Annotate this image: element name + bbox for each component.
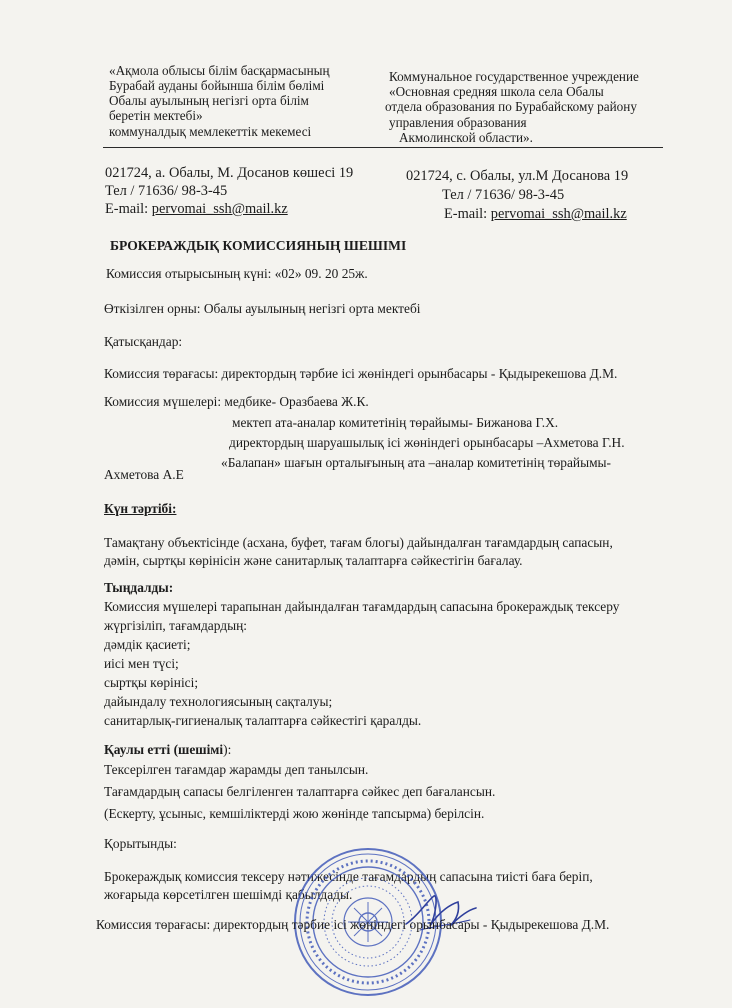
member-line: Ахметова А.Е xyxy=(104,467,184,482)
letterhead-ru-line-5: Акмолинской области». xyxy=(399,130,533,145)
letterhead-kz-line-3: Обалы ауылының негізгі орта білім xyxy=(109,93,309,108)
ru-phone: Тел / 71636/ 98-3-45 xyxy=(442,187,565,203)
agenda-heading: Күн тәртібі: xyxy=(104,501,177,516)
heard-line: санитарлық-гигиеналық талаптарға сәйкестігі қаралды. xyxy=(104,713,422,728)
header-divider xyxy=(103,147,663,148)
kz-email-row xyxy=(105,201,288,219)
document-title: БРОКЕРАЖДЫҚ КОМИССИЯНЫҢ ШЕШІМІ xyxy=(110,238,407,253)
letterhead-kz-line-5: коммуналдық мемлекеттік мекемесі xyxy=(109,124,312,139)
member-line: директордың шаруашылық ісі жөніндегі орынбасары –Ахметова Г.Н. xyxy=(229,435,625,450)
meeting-venue: Өткізілген орны: Обалы ауылының негізгі орта мектебі xyxy=(104,301,421,316)
decision-line: (Ескерту, ұсыныс, кемшіліктерді жою жөнінде тапсырма) берілсін. xyxy=(104,806,485,821)
ru-address: 021724, с. Обалы, ул.М Досанова 19 xyxy=(406,168,629,184)
kz-phone: Тел / 71636/ 98-3-45 xyxy=(105,183,228,199)
heard-line: дәмдік қасиеті; xyxy=(104,637,191,652)
kz-email-link[interactable]: pervomai_ssh@mail.kz xyxy=(151,201,288,217)
heard-line: дайындалу технологиясының сақталуы; xyxy=(104,694,333,709)
decision-heading xyxy=(104,742,231,758)
letterhead-kz-line-4: беретін мектебі» xyxy=(109,108,203,123)
letterhead-ru-line-3: отдела образования по Бурабайскому району xyxy=(385,99,637,114)
decision-line: Тексерілген тағамдар жарамды деп танылсын. xyxy=(104,762,369,777)
letterhead-ru-line-4: управления образования xyxy=(389,115,527,130)
agenda-text: Тамақтану объектісінде (асхана, буфет, тағам блогы) дайындалған тағамдардың сапасын, xyxy=(104,535,613,550)
letterhead-ru-line-2: «Основная средняя школа села Обалы xyxy=(389,84,604,99)
heard-heading: Тыңдалды: xyxy=(104,580,174,595)
heard-line: иісі мен түсі; xyxy=(104,656,179,671)
decision-heading-bold: Қаулы етті (шешімі xyxy=(104,742,224,757)
decision-heading-tail: ): xyxy=(223,742,232,757)
chairman-signature-line: Комиссия төрағасы: директордың тәрбие ісі жөніндегі орынбасары - Қыдырекешова Д.М. xyxy=(96,917,610,932)
conclusion-label: Қорытынды: xyxy=(104,836,177,851)
member-line: Комиссия мүшелері: медбике- Оразбаева Ж.К. xyxy=(104,394,369,409)
ru-email-row xyxy=(444,206,627,224)
agenda-text: дәмін, сыртқы көрінісін және санитарлық талаптарға сәйкестігін бағалау. xyxy=(104,553,523,568)
commission-chairman: Комиссия төрағасы: директордың тәрбие ісі жөніндегі орынбасары - Қыдырекешова Д.М. xyxy=(104,366,618,381)
participants-label: Қатысқандар: xyxy=(104,334,183,349)
member-line: мектеп ата-аналар комитетінің төрайымы- Бижанова Г.Х. xyxy=(232,415,559,430)
kz-address: 021724, а. Обалы, М. Досанов көшесі 19 xyxy=(105,165,354,181)
letterhead-ru-line-1: Коммунальное государственное учреждение xyxy=(389,69,639,84)
letterhead-kz-line-1: «Ақмола облысы білім басқармасының xyxy=(109,63,330,78)
conclusion-text: жоғарыда көрсетілген шешімді қабылдады. xyxy=(104,887,353,902)
kz-email-label: E-mail: xyxy=(105,201,152,217)
decision-line: Тағамдардың сапасы белгіленген талаптарға сәйкес деп бағалансын. xyxy=(104,784,496,799)
member-line: «Балапан» шағын орталығының ата –аналар комитетінің төрайымы- xyxy=(221,455,611,470)
ru-email-label: E-mail: xyxy=(444,206,491,222)
heard-line: жүргізіліп, тағамдардың: xyxy=(104,618,247,633)
ru-email-link[interactable]: pervomai_ssh@mail.kz xyxy=(490,206,627,222)
meeting-date: Комиссия отырысының күні: «02» 09. 20 25ж. xyxy=(106,266,368,281)
conclusion-text: Брокераждық комиссия тексеру нәтижесінде тағамдардың сапасына тиісті баға беріп, xyxy=(104,869,593,884)
heard-line: Комиссия мүшелері тарапынан дайындалған тағамдардың сапасына брокераждық тексеру xyxy=(104,599,620,614)
letterhead-kz-line-2: Бурабай ауданы бойынша білім бөлімі xyxy=(109,78,325,93)
heard-line: сыртқы көрінісі; xyxy=(104,675,199,690)
